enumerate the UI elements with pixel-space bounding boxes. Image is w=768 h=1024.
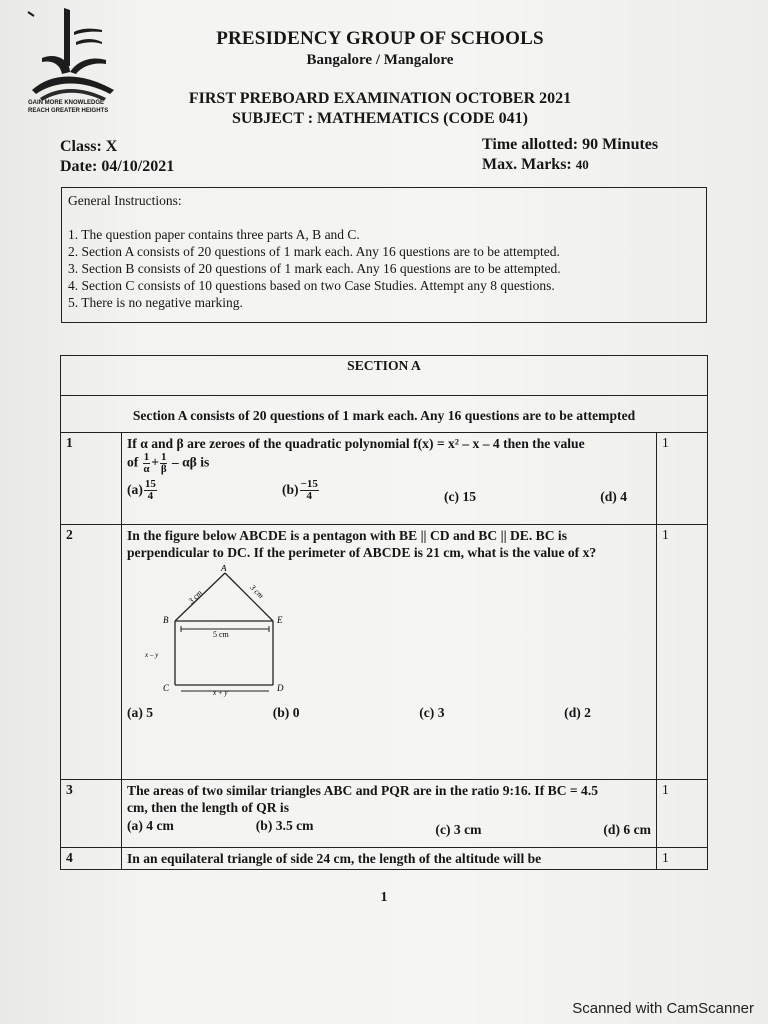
option-a [127, 479, 158, 505]
instructions-title: General Instructions: [68, 193, 182, 208]
question-number-text: 1 [66, 435, 73, 450]
label-bc: x – y [145, 651, 159, 659]
frac-den: 4 [147, 490, 154, 502]
option-c: (c) 3 cm [435, 822, 482, 837]
question-body [122, 433, 657, 525]
questions-table [60, 355, 708, 870]
option-c: (c) 15 [443, 489, 477, 504]
question-text: The areas of two similar triangles ABC and PQR are in the ratio 9:16. If BC = 4.5 cm, then the length of QR is [127, 783, 599, 815]
question-row [61, 780, 708, 848]
class-label: Class: X [60, 138, 118, 155]
question-marks: 1 [657, 780, 708, 848]
general-instructions [61, 187, 707, 323]
options-row [127, 705, 651, 721]
expr-plus: + [151, 454, 159, 470]
max-marks-label: Max. Marks: [482, 156, 572, 173]
question-expression [127, 452, 651, 475]
option-d: (d) 6 cm [603, 822, 651, 837]
school-city: Bangalore / Mangalore [306, 52, 454, 68]
instruction-item: 2. Section A consists of 20 questions of 1 mark each. Any 16 questions are to be attempted. [68, 244, 560, 259]
pentagon-figure [141, 565, 651, 701]
options-row [127, 818, 651, 838]
time-allotted: Time allotted: 90 Minutes [482, 136, 659, 153]
option-b [282, 479, 320, 505]
label-cd: x + y [213, 689, 228, 697]
question-text: In an equilateral triangle of side 24 cm, the length of the altitude will be [127, 851, 542, 866]
fraction-1-alpha [143, 452, 151, 475]
vertex-e: E [277, 615, 283, 625]
label-ae: 3 cm [248, 582, 266, 601]
question-marks: 1 [657, 525, 708, 780]
max-marks-value: 40 [575, 157, 589, 172]
question-body [122, 525, 657, 780]
frac-num: 1 [160, 451, 167, 463]
option-label: (a) [127, 481, 143, 497]
instruction-item: 3. Section B consists of 20 questions of 1 mark each. Any 16 questions are to be attempted. [68, 261, 561, 276]
option-a: (a) 4 cm [127, 818, 174, 833]
fraction-1-beta [160, 452, 168, 475]
max-marks [482, 156, 589, 174]
expr-tail: – αβ is [171, 454, 210, 470]
frac-num: 15 [144, 478, 156, 490]
option-b-fraction [300, 479, 319, 502]
instruction-item: 5. There is no negative marking. [68, 295, 243, 310]
option-d: (d) 2 [564, 705, 591, 720]
vertex-c: C [163, 683, 170, 693]
question-text-line: If α and β are zeroes of the quadratic polynomial f(x) = x² – x – 4 then the value [127, 436, 585, 451]
logo-motto-1: GAIN MORE KNOWLEDGE [28, 100, 104, 106]
options-row [127, 479, 651, 505]
question-row [61, 525, 708, 780]
option-c: (c) 3 [419, 705, 445, 720]
question-row [61, 848, 708, 870]
expr-of: of [127, 454, 139, 470]
question-marks: 1 [657, 433, 708, 525]
scanner-watermark: Scanned with CamScanner [572, 1000, 754, 1017]
vertex-a: A [221, 565, 227, 573]
logo-motto-2: REACH GREATER HEIGHTS [28, 108, 109, 114]
frac-den: β [160, 463, 167, 475]
school-name: PRESIDENCY GROUP OF SCHOOLS [216, 28, 544, 49]
label-be: 5 cm [213, 630, 229, 639]
option-label: (b) [281, 481, 299, 497]
question-marks: 1 [657, 848, 708, 870]
question-body [122, 848, 657, 870]
question-number: 3 [61, 780, 122, 848]
exam-title: FIRST PREBOARD EXAMINATION OCTOBER 2021 [188, 90, 572, 107]
section-description: Section A consists of 20 questions of 1 mark each. Any 16 questions are to be attempted [61, 396, 708, 433]
page-number: 1 [380, 890, 388, 905]
school-logo [22, 2, 132, 122]
instruction-item: 1. The question paper contains three parts A, B and C. [68, 227, 360, 242]
subject-title: SUBJECT : MATHEMATICS (CODE 041) [231, 110, 529, 127]
frac-num: −15 [300, 478, 318, 490]
option-b: (b) 0 [272, 705, 300, 720]
date-label: Date: 04/10/2021 [60, 158, 175, 175]
option-d: (d) 4 [600, 489, 627, 504]
section-desc-row [61, 396, 708, 433]
frac-den: α [143, 463, 150, 475]
option-a-fraction [144, 479, 157, 502]
vertex-d: D [277, 683, 284, 693]
question-row [61, 433, 708, 525]
label-ab: 3 cm [186, 588, 204, 606]
instruction-item: 4. Section C consists of 10 questions based on two Case Studies. Attempt any 8 questions. [68, 278, 555, 293]
question-body [122, 780, 657, 848]
section-title: SECTION A [61, 356, 708, 396]
frac-den: 4 [306, 490, 312, 502]
pentagon-diagram [141, 565, 311, 697]
section-title-row [61, 356, 708, 396]
option-a: (a) 5 [127, 705, 154, 720]
question-text: In the figure below ABCDE is a pentagon with BE || CD and BC || DE. BC is perpendicular to DC. If the perimeter of ABCDE is 21 cm, what is the value of x? [127, 528, 597, 560]
question-number: 2 [61, 525, 122, 780]
question-number [61, 433, 122, 525]
question-number: 4 [61, 848, 122, 870]
vertex-b: B [163, 615, 169, 625]
option-b: (b) 3.5 cm [255, 818, 314, 833]
frac-num: 1 [143, 451, 150, 463]
